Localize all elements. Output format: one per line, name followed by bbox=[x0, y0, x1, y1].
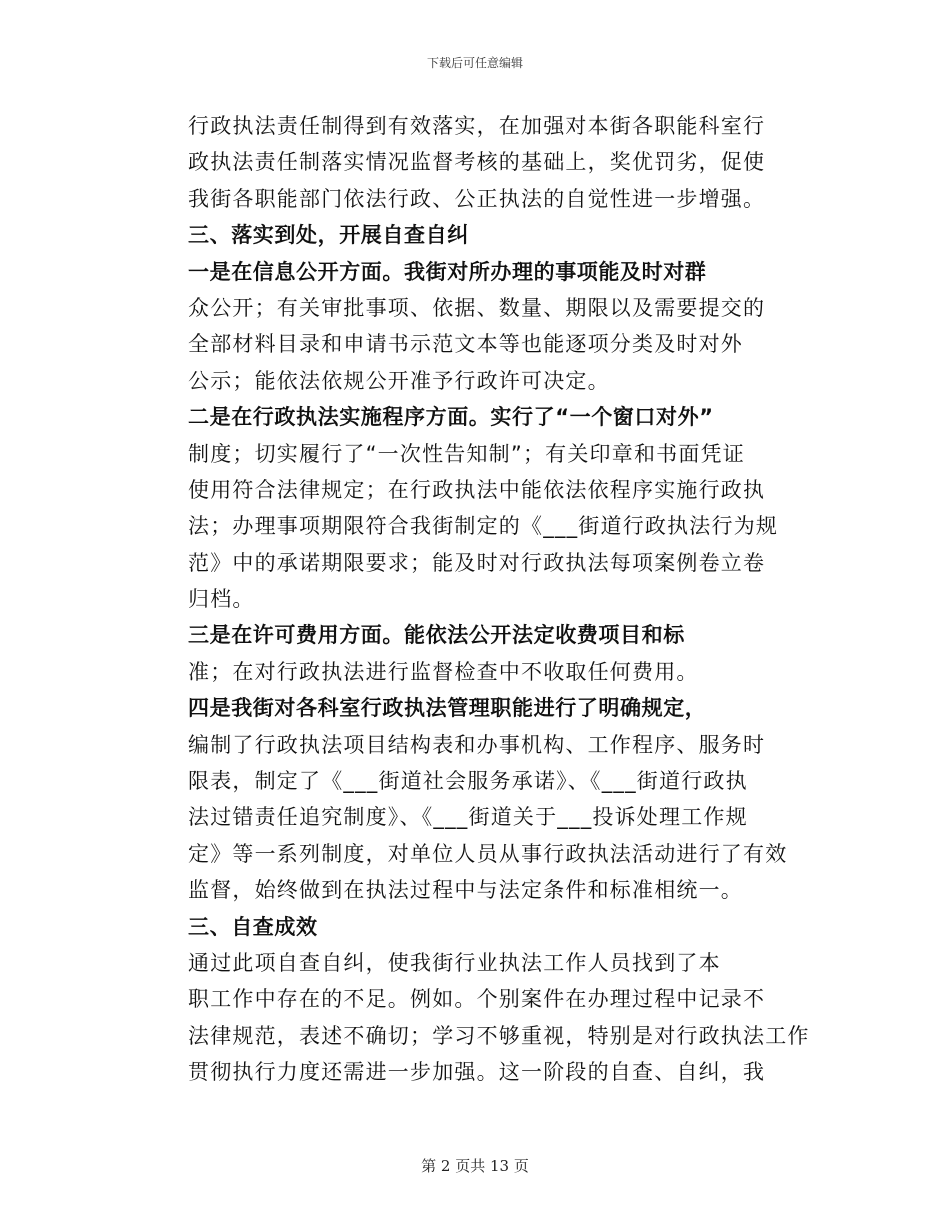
paragraph-line: 编制了行政执法项目结构表和办事机构、工作程序、服务时 bbox=[188, 732, 766, 757]
paragraph-line: 众公开；有关审批事项、依据、数量、期限以及需要提交的 bbox=[188, 295, 766, 320]
paragraph-line: 范》中的承诺期限要求；能及时对行政执法每项案例卷立卷 bbox=[188, 550, 766, 575]
section-heading-line: 四是我街对各科室行政执法管理职能进行了明确规定， bbox=[188, 696, 707, 721]
section-heading-line: 三、自查成效 bbox=[188, 914, 318, 939]
paragraph-line: 使用符合法律规定；在行政执法中能依法依程序实施行政执 bbox=[188, 477, 766, 502]
paragraph-line: 全部材料目录和申请书示范文本等也能逐项分类及时对外 bbox=[188, 332, 743, 357]
section-heading-line: 三、落实到处，开展自查自纠 bbox=[188, 223, 469, 248]
paragraph-line: 职工作中存在的不足。例如。个别案件在办理过程中记录不 bbox=[188, 987, 766, 1012]
paragraph-line: 行政执法责任制得到有效落实，在加强对本街各职能科室行 bbox=[188, 114, 766, 138]
page-header-note: 下载后可任意编辑 bbox=[426, 56, 523, 70]
section-heading-line: 一是在信息公开方面。我街对所办理的事项能及时对群 bbox=[188, 259, 707, 284]
paragraph-line: 限表，制定了《___街道社会服务承诺》、《___街道行政执 bbox=[188, 769, 748, 794]
paragraph-line: 制度；切实履行了“一次性告知制”；有关印章和书面凭证 bbox=[188, 441, 745, 466]
paragraph-line: 法；办理事项期限符合我街制定的《___街道行政执法行为规 bbox=[188, 514, 779, 539]
paragraph-line: 准；在对行政执法进行监督检查中不收取任何费用。 bbox=[188, 659, 699, 684]
section-heading-line: 二是在行政执法实施程序方面。实行了“一个窗口对外” bbox=[188, 405, 714, 430]
paragraph-line: 公示；能依法依规公开准予行政许可决定。 bbox=[188, 368, 610, 393]
paragraph-line: 法律规范，表述不确切；学习不够重视，特别是对行政执法工作 bbox=[188, 1023, 810, 1048]
paragraph-line: 我街各职能部门依法行政、公正执法的自觉性进一步增强。 bbox=[188, 186, 766, 211]
page-number: 第 2 页共 13 页 bbox=[421, 1157, 529, 1175]
paragraph-line: 通过此项自查自纠，使我街行业执法工作人员找到了本 bbox=[188, 950, 721, 975]
section-heading-line: 三是在许可费用方面。能依法公开法定收费项目和标 bbox=[188, 623, 685, 648]
paragraph-line: 贯彻执行力度还需进一步加强。这一阶段的自查、自纠，我 bbox=[188, 1060, 766, 1085]
document-body bbox=[188, 108, 868, 1091]
paragraph-line: 监督，始终做到在执法过程中与法定条件和标准相统一。 bbox=[188, 878, 743, 903]
paragraph-line: 归档。 bbox=[188, 587, 255, 612]
paragraph-line: 政执法责任制落实情况监督考核的基础上，奖优罚劣，促使 bbox=[188, 150, 766, 175]
paragraph-line: 定》等一系列制度，对单位人员从事行政执法活动进行了有效 bbox=[188, 841, 788, 866]
paragraph-line: 法过错责任追究制度》、《___街道关于___投诉处理工作规 bbox=[188, 805, 748, 830]
